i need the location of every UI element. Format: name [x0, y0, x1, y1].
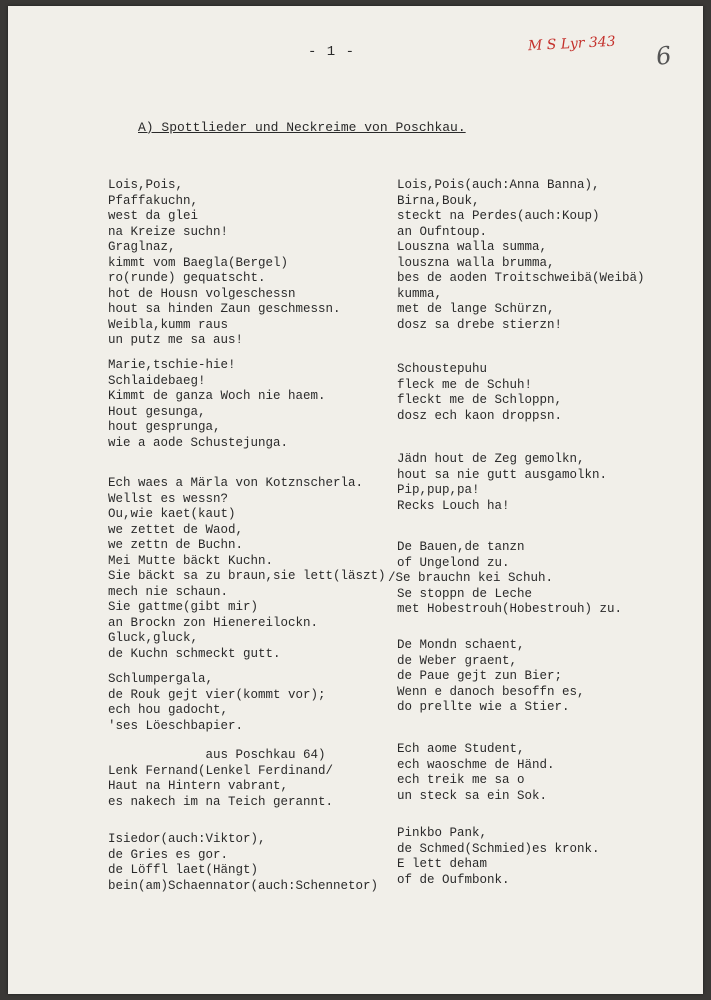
verse-line: ech treik me sa o — [397, 773, 525, 787]
stanza-left-1 — [108, 178, 341, 349]
verse-line: fleck me de Schuh! — [397, 377, 533, 392]
stanza-right-4 — [388, 540, 623, 618]
verse-line: Ou,wie kaet(kaut) — [108, 507, 236, 521]
page-number: - 1 - — [308, 44, 356, 60]
verse-line: Wellst es wessn? — [108, 491, 229, 506]
verse-line: hot de Housn volgeschessn — [108, 286, 296, 301]
verse-line: we zettn de Buchn. — [108, 538, 244, 552]
stanza-left-3 — [108, 476, 386, 662]
verse-line: hout gesprunga, — [108, 420, 221, 434]
document-heading: A) Spottlieder und Neckreime von Poschkau. — [138, 120, 466, 135]
verse-line: Weibla,kumm raus — [108, 317, 229, 332]
stanza-right-1 — [397, 178, 645, 333]
verse-line: steckt na Perdes(auch:Koup) — [397, 209, 600, 223]
verse-line: Pip,pup,pa! — [397, 483, 480, 497]
verse-line: es nakech im na Teich gerannt. — [108, 794, 334, 809]
verse-line: De Mondn schaent, — [397, 638, 525, 652]
verse-line: Isiedor(auch:Viktor), — [108, 832, 266, 846]
verse-line: bes de aoden Troitschweibä(Weibä) — [397, 271, 645, 285]
verse-line: kumma, — [397, 286, 443, 301]
verse-line: un putz me sa aus! — [108, 333, 244, 347]
verse-line: 'ses Löeschbapier. — [108, 718, 244, 733]
verse-line: Lois,Pois, — [108, 178, 184, 192]
verse-line: hout sa hinden Zaun geschmessn. — [108, 302, 341, 316]
verse-line: E lett deham — [397, 857, 488, 871]
verse-line: de Schmed(Schmied)es kronk. — [397, 841, 600, 856]
verse-line: Ech waes a Märla von Kotznscherla. — [108, 476, 364, 490]
verse-line: do prellte wie a Stier. — [397, 700, 570, 714]
verse-line: de Paue gejt zun Bier; — [397, 669, 563, 683]
verse-line: an Brockn zon Hienereilockn. — [108, 615, 319, 630]
verse-line: fleckt me de Schloppn, — [397, 393, 563, 407]
verse-line: dosz ech kaon droppsn. — [397, 408, 563, 423]
verse-line: Wenn e danoch besoffn es, — [397, 684, 585, 699]
stanza-right-7 — [397, 826, 600, 888]
verse-line: of Ungelond zu. — [397, 555, 510, 570]
verse-line: un steck sa ein Sok. — [397, 788, 548, 803]
verse-line: Se stoppn de Leche — [397, 586, 533, 601]
verse-line: met de lange Schürzn, — [397, 302, 555, 316]
verse-line: na Kreize suchn! — [108, 224, 229, 239]
stanza-left-2 — [108, 358, 326, 451]
verse-line: Sie bäckt sa zu braun,sie lett(läszt) — [108, 569, 386, 583]
verse-line: ech hou gadocht, — [108, 703, 229, 717]
stanza-left-4 — [108, 672, 326, 734]
verse-line: de Löffl laet(Hängt) — [108, 863, 259, 877]
verse-line: kimmt vom Baegla(Bergel) — [108, 255, 289, 270]
stanza-right-2 — [397, 362, 562, 424]
verse-line: ro(runde) gequatscht. — [108, 271, 266, 285]
verse-line: de Kuchn schmeckt gutt. — [108, 646, 281, 661]
verse-line: De Bauen,de tanzn — [397, 540, 525, 554]
stanza-right-3 — [397, 452, 607, 514]
stanza-right-5 — [397, 638, 585, 716]
verse-line: Sie gattme(gibt mir) — [108, 600, 259, 614]
verse-line: Birna,Bouk, — [397, 193, 480, 208]
verse-line: Kimmt de ganza Woch nie haem. — [108, 389, 326, 403]
verse-line: Schoustepuhu — [397, 362, 488, 376]
verse-line: of de Oufmbonk. — [397, 872, 510, 887]
shelfmark-annotation: M S Lyr 343 — [527, 33, 617, 55]
verse-line: bein(am)Schaennator(auch:Schennetor) — [108, 878, 379, 893]
verse-line: Marie,tschie-hie! — [108, 358, 236, 372]
verse-line: Lois,Pois(auch:Anna Banna), — [397, 178, 600, 192]
verse-line: wie a aode Schustejunga. — [108, 435, 289, 450]
verse-line: Hout gesunga, — [108, 404, 206, 419]
stanza-left-6 — [108, 832, 378, 894]
verse-line: hout sa nie gutt ausgamolkn. — [397, 467, 608, 482]
verse-line: aus Poschkau 64) — [108, 748, 326, 762]
verse-line: Graglnaz, — [108, 240, 176, 254]
verse-line: de Rouk gejt vier(kommt vor); — [108, 687, 326, 702]
verse-line: Lenk Fernand(Lenkel Ferdinand/ — [108, 763, 334, 778]
verse-line: /Se brauchn kei Schuh. — [388, 571, 554, 585]
document-page — [8, 6, 703, 994]
verse-line: de Weber graent, — [397, 653, 518, 668]
stanza-right-6 — [397, 742, 555, 804]
verse-line: Pfaffakuchn, — [108, 193, 199, 208]
verse-line: met Hobestrouh(Hobestrouh) zu. — [397, 602, 623, 616]
verse-line: Ech aome Student, — [397, 742, 525, 756]
stanza-left-5 — [108, 748, 333, 810]
verse-line: Schlumpergala, — [108, 672, 214, 686]
verse-line: de Gries es gor. — [108, 847, 229, 862]
verse-line: Mei Mutte bäckt Kuchn. — [108, 553, 274, 568]
verse-line: Pinkbo Pank, — [397, 826, 488, 840]
verse-line: Haut na Hintern vabrant, — [108, 779, 289, 793]
verse-line: ech waoschme de Händ. — [397, 757, 555, 772]
verse-line: louszna walla brumma, — [397, 255, 555, 270]
verse-line: Louszna walla summa, — [397, 240, 548, 254]
folio-number: 6 — [654, 41, 674, 71]
verse-line: mech nie schaun. — [108, 584, 229, 599]
verse-line: Schlaidebaeg! — [108, 373, 206, 388]
verse-line: we zettet de Waod, — [108, 522, 244, 537]
verse-line: Recks Louch ha! — [397, 498, 510, 513]
verse-line: west da glei — [108, 209, 199, 223]
verse-line: Gluck,gluck, — [108, 631, 199, 645]
verse-line: an Oufntoup. — [397, 224, 488, 239]
verse-line: dosz sa drebe stierzn! — [397, 317, 563, 332]
verse-line: Jädn hout de Zeg gemolkn, — [397, 452, 585, 466]
